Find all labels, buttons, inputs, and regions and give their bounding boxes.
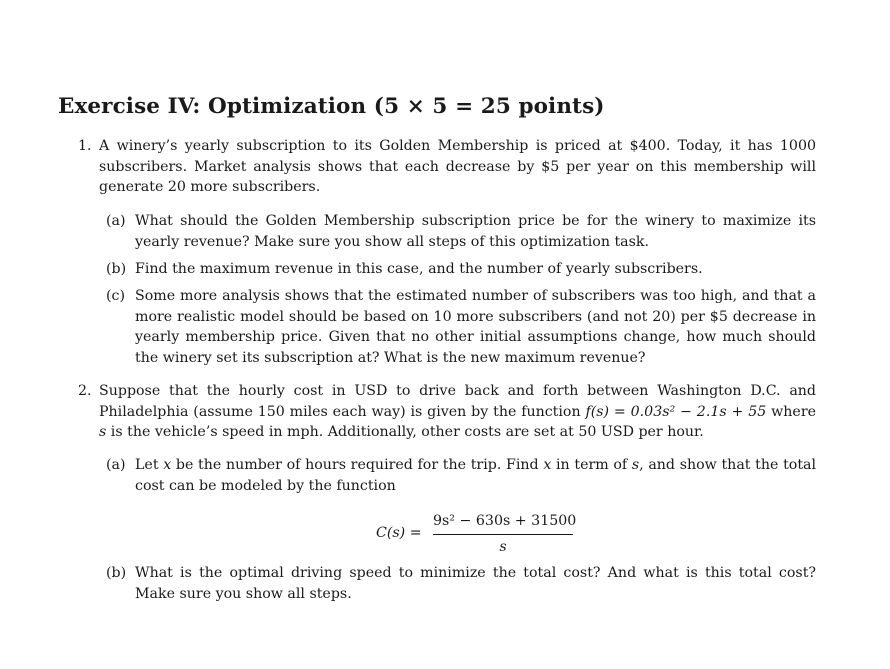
cost-function: f(s) = 0.03s² − 2.1s + 55 xyxy=(585,403,767,420)
part-label: (b) xyxy=(106,261,127,277)
part-label: (c) xyxy=(106,288,126,304)
part-text-fragment: Let xyxy=(135,457,164,473)
part-text-fragment: in term of xyxy=(551,457,632,473)
question-text: A winery’s yearly subscription to its Golden Membership is priced at $400. Today, it has 1000 subscribers. Market analysis shows that each decrease by $5 per year on this membership will generate 20 more subscribers. xyxy=(99,138,816,195)
question-number: 2. xyxy=(78,383,92,399)
question-text-part: Suppose that the hourly cost in USD to drive back and forth between Washington D.C. and Philadelphia (assume 150 miles each way) is given by the function xyxy=(99,383,816,420)
part-text-fragment: , and show that the total cost can be modeled by the function xyxy=(135,457,817,494)
question-1-part-c xyxy=(106,286,816,368)
variable-x: x xyxy=(163,457,172,473)
exercise-title: Exercise IV: Optimization (5 × 5 = 25 points) xyxy=(58,94,605,119)
formula-fraction xyxy=(433,510,577,557)
part-text: Some more analysis shows that the estimated number of subscribers was too high, and that a more realistic model should be based on 10 more subscribers (and not 20) per $5 decrease in yearly membership price. Given that no other initial assumptions change, how much should the winery set its subscription at? What is the new maximum revenue? xyxy=(135,288,816,366)
question-number: 1. xyxy=(78,138,92,154)
question-text xyxy=(99,381,816,443)
part-text-fragment: be the number of hours required for the trip. Find xyxy=(171,457,544,473)
question-1 xyxy=(78,136,816,198)
part-text: Find the maximum revenue in this case, and the number of yearly subscribers. xyxy=(135,261,703,277)
question-2-part-a xyxy=(106,455,816,496)
formula-numerator: 9s² − 630s + 31500 xyxy=(433,513,577,529)
question-text-part: where xyxy=(766,403,817,420)
question-2-part-b xyxy=(106,563,816,604)
part-label: (b) xyxy=(106,565,127,581)
question-2 xyxy=(78,381,816,443)
part-text: What should the Golden Membership subscription price be for the winery to maximize its yearly revenue? Make sure you show all steps of this optimization task. xyxy=(135,213,816,250)
part-text: What is the optimal driving speed to minimize the total cost? And what is this total cost? Make sure you show all steps. xyxy=(135,565,816,602)
variable-x: x xyxy=(543,457,552,473)
part-label: (a) xyxy=(106,213,126,229)
part-text xyxy=(135,455,816,496)
variable-s: s xyxy=(631,457,640,473)
fraction-bar xyxy=(433,534,573,535)
question-1-part-b xyxy=(106,259,816,280)
part-label: (a) xyxy=(106,457,126,473)
variable-s: s xyxy=(99,424,107,440)
question-1-part-a xyxy=(106,211,816,252)
formula-lhs: C(s) = xyxy=(376,525,422,541)
question-text-part: is the vehicle’s speed in mph. Additionally, other costs are set at 50 USD per hour. xyxy=(106,424,704,440)
formula-denominator: s xyxy=(499,539,507,555)
